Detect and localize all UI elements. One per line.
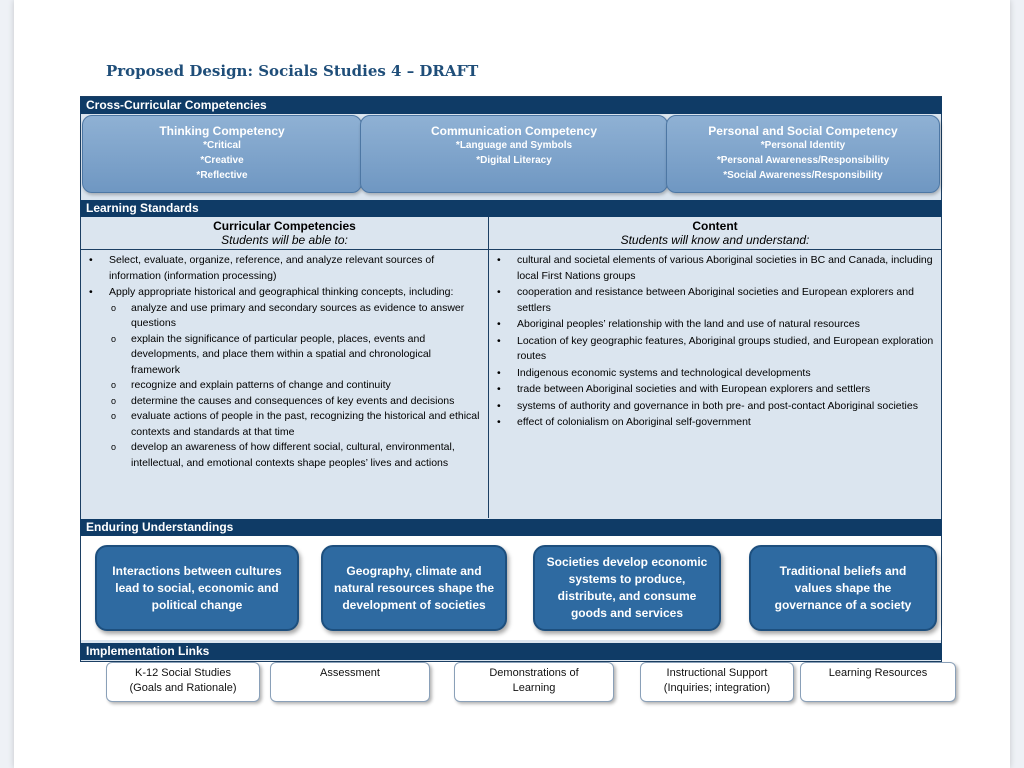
competency-heading: Thinking Competency xyxy=(159,124,285,138)
sub-list-item: o evaluate actions of people in the past, recognizing the historical and ethical contexts and standards at that time xyxy=(131,409,482,440)
list-item: • cultural and societal elements of various Aboriginal societies in BC and Canada, including local First Nations groups xyxy=(517,253,935,284)
learning-standards-header: Learning Standards xyxy=(80,200,942,217)
list-item: • Select, evaluate, organize, reference, and analyze relevant sources of information (information processing) xyxy=(109,253,482,284)
list-item xyxy=(109,285,482,471)
personal-social-competency-box xyxy=(666,115,940,193)
column-title: Content xyxy=(692,219,738,233)
sub-list-item: o analyze and use primary and secondary sources as evidence to answer questions xyxy=(131,301,482,332)
list-item: • systems of authority and governance in both pre- and post-contact Aboriginal societies xyxy=(517,399,935,415)
content-list xyxy=(489,253,941,431)
competency-heading: Personal and Social Competency xyxy=(708,124,898,138)
enduring-understanding-box: Interactions between cultures lead to social, economic and political change xyxy=(95,545,299,631)
enduring-understandings-row xyxy=(81,536,941,640)
competency-sub: *Reflective xyxy=(196,170,248,181)
list-item: • Location of key geographic features, Aboriginal groups studied, and European exploration routes xyxy=(517,334,935,365)
content-column xyxy=(489,217,941,518)
link-label: Instructional Support xyxy=(666,667,768,679)
link-learning-resources[interactable] xyxy=(800,662,956,702)
link-label: (Inquiries; integration) xyxy=(663,682,771,694)
sub-list-item: o determine the causes and consequences of key events and decisions xyxy=(131,394,482,410)
sub-list-item: o explain the significance of particular people, places, events and developments, and place them within a spatial and chronological framework xyxy=(131,332,482,379)
competency-sub: *Digital Literacy xyxy=(476,155,552,166)
link-instructional-support[interactable] xyxy=(640,662,794,702)
enduring-understanding-box: Societies develop economic systems to produce, distribute, and consume goods and services xyxy=(533,545,721,631)
competency-sub: *Creative xyxy=(200,155,244,166)
sub-list-item: o recognize and explain patterns of change and continuity xyxy=(131,378,482,394)
cross-curricular-header: Cross-Curricular Competencies xyxy=(80,97,942,114)
column-subtitle: Students will know and understand: xyxy=(620,233,810,247)
curricular-competencies-column xyxy=(81,217,489,518)
enduring-understanding-box: Geography, climate and natural resources shape the development of societies xyxy=(321,545,507,631)
enduring-understandings-header: Enduring Understandings xyxy=(80,519,942,536)
enduring-understanding-box: Traditional beliefs and values shape the governance of a society xyxy=(749,545,937,631)
link-k12-social-studies[interactable] xyxy=(106,662,260,702)
link-demonstrations-of-learning[interactable] xyxy=(454,662,614,702)
list-item: • Aboriginal peoples’ relationship with the land and use of natural resources xyxy=(517,317,935,333)
link-assessment[interactable] xyxy=(270,662,430,702)
list-item: • trade between Aboriginal societies and with European explorers and settlers xyxy=(517,382,935,398)
link-label: (Goals and Rationale) xyxy=(129,682,237,694)
link-label: Assessment xyxy=(320,667,380,679)
list-item-text: Apply appropriate historical and geographical thinking concepts, including: xyxy=(109,286,454,298)
competency-sub: *Personal Awareness/Responsibility xyxy=(716,155,890,166)
competency-sub: *Social Awareness/Responsibility xyxy=(723,170,883,181)
column-header xyxy=(81,217,488,250)
sub-list xyxy=(109,301,482,472)
thinking-competency-box xyxy=(82,115,362,193)
link-label: Learning xyxy=(512,682,556,694)
page-title: Proposed Design: Socials Studies 4 – DRAFT xyxy=(106,62,479,80)
column-title: Curricular Competencies xyxy=(213,219,356,233)
competency-heading: Communication Competency xyxy=(430,124,598,138)
link-label: Demonstrations of xyxy=(489,667,579,679)
list-item: • Indigenous economic systems and technological developments xyxy=(517,366,935,382)
implementation-links-header: Implementation Links xyxy=(80,643,942,660)
learning-standards-table xyxy=(81,217,941,518)
curricular-list xyxy=(81,253,488,471)
list-item: • cooperation and resistance between Aboriginal societies and European explorers and settlers xyxy=(517,285,935,316)
sub-list-item: o develop an awareness of how different social, cultural, environmental, intellectual, and emotional contexts shape peoples’ lives and actions xyxy=(131,440,482,471)
column-subtitle: Students will be able to: xyxy=(221,233,348,247)
link-label: Learning Resources xyxy=(828,667,928,679)
competency-sub: *Critical xyxy=(203,140,241,151)
competency-row xyxy=(82,115,940,195)
list-item: • effect of colonialism on Aboriginal self-government xyxy=(517,415,935,431)
competency-sub: *Language and Symbols xyxy=(455,140,573,151)
column-header xyxy=(489,217,941,250)
link-label: K-12 Social Studies xyxy=(135,667,231,679)
competency-sub: *Personal Identity xyxy=(760,140,846,151)
communication-competency-box xyxy=(360,115,668,193)
